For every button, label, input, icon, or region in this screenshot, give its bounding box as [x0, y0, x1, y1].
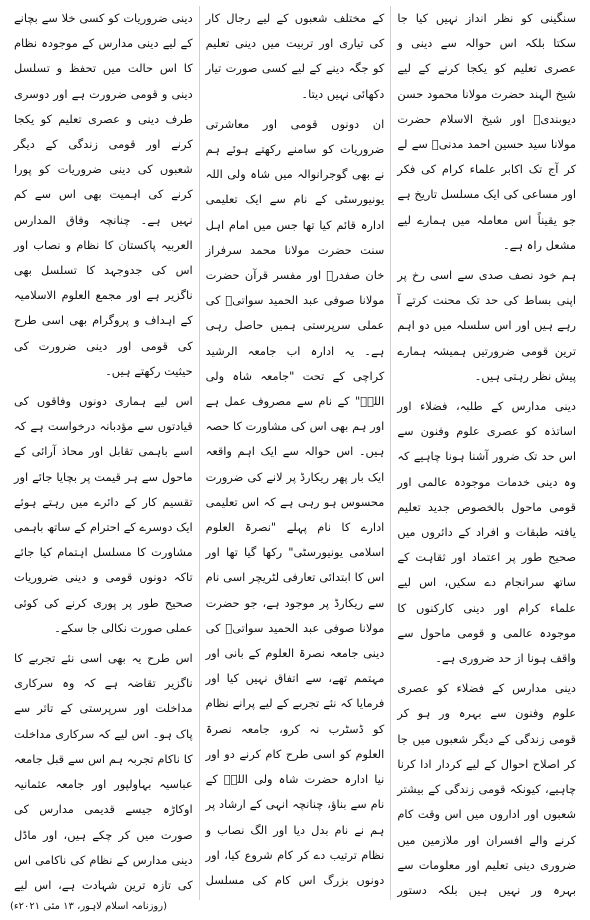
paragraph: اس طرح یہ بھی اسی نئے تجربے کا ناگزیر تقاضہ ہے کہ وہ سرکاری مداخلت اور سرپرستی کے تاثر سے پاک ہو۔ اس لیے کہ سرکاری مداخلت کا ناکام تجربہ ہم اس سے قبل جامعہ عباسیہ بہاولپور اور جامعہ عثمانیہ اوکاڑہ جیسے قدیمی مدارس کی صورت میں کر چکے ہیں، اور ماڈل دینی مدارس کے نظام کی ناکامی اس کی تازہ ترین شہادت ہے، اس لیے: [13, 651, 193, 892]
source-citation: (روزنامہ اسلام لاہور، ۱۳ مئی ۲۰۲۱ء): [10, 901, 167, 912]
column-middle: [199, 6, 391, 900]
paragraph: اس لیے ہماری دونوں وفاقوں کی قیادتوں سے مؤدبانہ درخواست ہے کہ اسے باہمی تقابل اور محاذ آرائی کے ماحول سے ہر قیمت پر بچایا جائے اور تقسیم کار کے دائرے میں رہتے ہوئے ایک دوسرے کے احترام کے ساتھ باہمی مشاورت کا مسلسل اہتمام کیا جائے تاکہ دونوں قومی و دینی ضروریات صحیح طور پر پوری کرنے کی کوئی عملی صورت نکالی جا سکے۔: [13, 394, 193, 635]
column-left: [8, 6, 199, 900]
paragraph: دینی مدارس کے طلبہ، فضلاء اور اساتذہ کو عصری علوم وفنون سے اس حد تک ضرور آشنا ہونا چاہیے کہ وہ دینی خدمات موجودہ عالمی اور قومی ماحول بالخصوص جدید تعلیم یافتہ طبقات و افراد کے دائروں میں صحیح طور پر اعتماد اور ثقاہت کے ساتھ سرانجام دے سکیں، اس لیے علماء کرام اور دینی کارکنوں کا موجودہ عالمی و قومی ماحول سے واقف ہونا از حد ضروری ہے۔: [397, 399, 576, 666]
paragraph: دینی مدارس کے فضلاء کو عصری علوم وفنون سے بہرہ ور ہو کر قومی زندگی کے دیگر شعبوں میں جا کر اصلاح احوال کے لیے کردار ادا کرنا چاہیے، کیونکہ قومی زندگی کے بیشتر شعبوں اور اداروں میں اس وقت کام کرنے والے افسران اور ملازمین میں ضروری دینی تعلیم اور معلومات سے بہرہ ور نہیں ہیں بلکہ دستور: [397, 681, 576, 897]
paragraph: سنگینی کو نظر انداز نہیں کیا جا سکتا بلکہ اس حوالہ سے دینی و عصری تعلیم کو یکجا کرنے کے لیے شیخ الہند حضرت مولانا محمود حسن دیوبندیؒ اور شیخ الاسلام حضرت مولانا سید حسین احمد مدنیؒ سے لے کر آج تک اکابر علماء کرام کی فکر اور مساعی کی ایک مسلسل تاریخ ہے جو یقیناً اس معاملہ میں ہمارے لیے مشعل راہ ہے۔: [397, 11, 576, 252]
paragraph: کے مختلف شعبوں کے لیے رجال کار کی تیاری اور تربیت میں دینی تعلیم کو جگہ دینے کے لیے کسی صورت تیار دکھائی نہیں دیتا۔: [205, 11, 385, 101]
column-right: [390, 6, 582, 900]
article-columns: [8, 6, 582, 900]
paragraph: دینی ضروریات کو کسی خلا سے بچانے کے لیے دینی مدارس کے موجودہ نظام کا اس حالت میں تحفظ و تسلسل دینی و قومی ضرورت ہے اور دوسری طرف دینی و عصری تعلیم کو یکجا کرنے اور قومی زندگی کے دیگر شعبوں کی دینی ضروریات کو پورا کرنے کی اہمیت بھی اس سے کم نہیں ہے۔ چنانچہ وفاق المدارس العربیہ پاکستان کا نظام و نصاب اور اس کی جدوجہد کا تسلسل بھی ناگزیر ہے اور مجمع العلوم الاسلامیہ کے اہداف و پروگرام بھی اسی طرح کی قومی اور دینی ضرورت کی حیثیت رکھتے ہیں۔: [13, 11, 193, 378]
paragraph: ہم خود نصف صدی سے اسی رخ پر اپنی بساط کی حد تک محنت کرتے آ رہے ہیں اور اس سلسلہ میں دو اہم ترین قومی ضرورتیں ہمیشہ ہمارے پیش نظر رہتی ہیں۔: [397, 268, 576, 383]
paragraph: ان دونوں قومی اور معاشرتی ضروریات کو سامنے رکھتے ہوئے ہم نے بھی گوجرانوالہ میں شاہ ولی اللہ یونیورسٹی کے نام سے ایک تعلیمی ادارہ قائم کیا تھا جس میں امام اہل سنت حضرت مولانا محمد سرفراز خان صفدرؒ اور مفسر قرآن حضرت مولانا صوفی عبد الحمید سواتیؒ کی عملی سرپرستی ہمیں حاصل رہی ہے۔ یہ ادارہ اب جامعہ الرشید کراچی کے تحت "جامعہ شاہ ولی اللہؒ" کے نام سے مصروف عمل ہے اور ہم بھی اس کی مشاورت کا حصہ ہیں۔ اس حوالہ سے ایک اہم واقعہ ایک بار پھر ریکارڈ پر لانے کی ضرورت محسوس ہو رہی ہے کہ اس تعلیمی ادارے کا نام پہلے "نصرۃ العلوم اسلامی یونیورسٹی" رکھا گیا تھا اور اس کا ابتدائی تعارفی لٹریچر اسی نام سے ریکارڈ پر موجود ہے، جو حضرت مولانا صوفی عبد الحمید سواتیؒ کی دینی جامعہ نصرۃ العلوم کے بانی اور مہتمم تھے، سے اتفاق نہیں کیا اور فرمایا کہ نئے تجربے کے لیے پرانے نظام کو ڈسٹرب نہ کرو، جامعہ نصرۃ العلوم کو اسی طرح کام کرنے دو اور نیا ادارہ حضرت شاہ ولی اللہؒ کے نام سے بناؤ، چنانچہ انہی کے ارشاد پر ہم نے نام بدل دیا اور الگ نصاب و نظام ترتیب دے کر کام شروع کیا، اور دونوں بزرگ اس کام کی مسلسل: [205, 116, 385, 887]
